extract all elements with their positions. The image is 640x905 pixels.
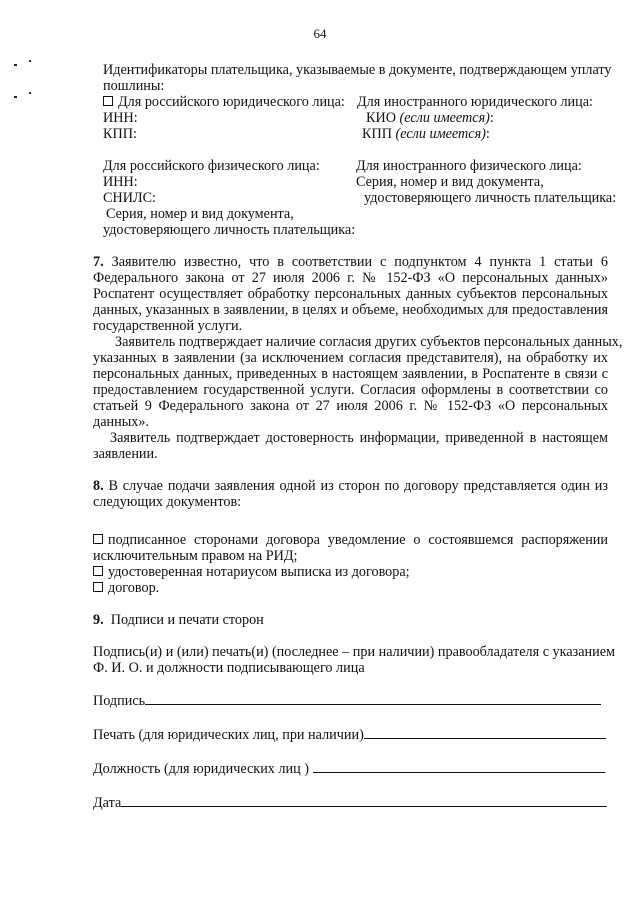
- inn-label: ИНН:: [103, 110, 138, 126]
- signature-line[interactable]: [145, 692, 601, 705]
- person-foreign-doc-line-1: Серия, номер и вид документа,: [356, 174, 544, 190]
- section8-option-3: договор.: [93, 580, 159, 596]
- snils-label: СНИЛС:: [103, 190, 156, 206]
- position-label: Должность (для юридических лиц ): [93, 761, 309, 777]
- person-ru-doc-line-2: удостоверяющего личность плательщика:: [103, 222, 356, 238]
- kio-field: КИО (если имеется):: [366, 110, 494, 126]
- section7-number: 7.: [93, 254, 104, 270]
- consent-line-2: указанных в заявлении (за исключением согласия представителя), на обработку их: [93, 350, 608, 366]
- consent-line-4: предоставлением государственной услуги. Согласия оформлены в соответствии со: [93, 382, 608, 398]
- checkbox-icon: [103, 96, 113, 106]
- legal-ru-label: Для российского юридического лица:: [118, 94, 345, 110]
- kpp2-field: КПП (если имеется):: [362, 126, 490, 142]
- checkbox-icon: [93, 534, 103, 544]
- kpp2-note: (если имеется): [395, 126, 486, 142]
- section7-line-3: Роспатент осуществляет обработку персональных данных субъектов персональных: [93, 286, 608, 302]
- legal-ru-option: [103, 94, 345, 110]
- section9-title: 9. Подписи и печати сторон: [93, 612, 264, 628]
- section7-line-4: данных, указанных в заявлении, в целях и объеме, необходимых для предоставления: [93, 302, 608, 318]
- section9-number: 9.: [93, 612, 104, 628]
- page-number: 64: [313, 26, 327, 41]
- section7-line-2: Федерального закона от 27 июля 2006 г. № 152-ФЗ «О персональных данных»: [93, 270, 608, 286]
- section8-option-1: подписанное сторонами договора уведомление о состоявшемся распоряжении: [93, 532, 608, 548]
- scan-mark: [14, 96, 17, 98]
- section7-line-1: 7. Заявителю известно, что в соответствии с подпунктом 4 пункта 1 статьи 6: [93, 254, 609, 270]
- section8-number: 8.: [93, 478, 104, 494]
- section9-intro-line-2: Ф. И. О. и должности подписывающего лица: [93, 660, 365, 676]
- consent-line-3: персональных данных, приведенных в настоящем заявлении, в Роспатенте в связи с: [93, 366, 608, 382]
- scan-mark: [29, 92, 31, 94]
- consent-line-6: данных».: [93, 414, 149, 430]
- signature-label: Подпись: [93, 693, 146, 709]
- section8-line-1: 8. В случае подачи заявления одной из сторон по договору представляется один из: [93, 478, 609, 494]
- section8-option-2: удостоверенная нотариусом выписка из договора;: [93, 564, 410, 580]
- kio-label: КИО: [366, 110, 396, 126]
- section8-option-1-cont: исключительным правом на РИД;: [93, 548, 298, 564]
- checkbox-icon: [93, 566, 103, 576]
- checkbox-icon: [93, 582, 103, 592]
- position-line[interactable]: [313, 760, 605, 773]
- legal-foreign-label: Для иностранного юридического лица:: [357, 94, 593, 110]
- consent-line-5: статьей 9 Федерального закона от 27 июля 2006 г. № 152-ФЗ «О персональных: [93, 398, 608, 414]
- date-field[interactable]: [93, 794, 607, 811]
- scan-mark: [14, 64, 17, 66]
- person-foreign-label: Для иностранного физического лица:: [356, 158, 582, 174]
- date-label: Дата: [93, 795, 122, 811]
- person-foreign-doc-line-2: удостоверяющего личность плательщика:: [364, 190, 617, 206]
- person-ru-doc-line-1: Серия, номер и вид документа,: [106, 206, 294, 222]
- stamp-line[interactable]: [364, 726, 606, 739]
- accuracy-line-1: Заявитель подтверждает достоверность информации, приведенной в настоящем: [110, 430, 608, 446]
- intro-line-1: Идентификаторы плательщика, указываемые в документе, подтверждающем уплату: [103, 62, 612, 78]
- date-line[interactable]: [121, 794, 607, 807]
- kpp-label: КПП:: [103, 126, 137, 142]
- consent-line-1: Заявитель подтверждает наличие согласия других субъектов персональных данных,: [115, 334, 623, 350]
- accuracy-line-2: заявлении.: [93, 446, 158, 462]
- section8-line-2: следующих документов:: [93, 494, 242, 510]
- signature-field[interactable]: [93, 692, 601, 709]
- section9-intro-line-1: Подпись(и) и (или) печать(и) (последнее – при наличии) правообладателя с указанием: [93, 644, 615, 660]
- stamp-label: Печать (для юридических лиц, при наличии): [93, 727, 364, 743]
- intro-line-2: пошлины:: [103, 78, 165, 94]
- position-field[interactable]: [93, 760, 605, 777]
- stamp-field[interactable]: [93, 726, 606, 743]
- kio-note: (если имеется): [399, 110, 490, 126]
- scan-mark: [29, 60, 31, 62]
- kpp2-label: КПП: [362, 126, 392, 142]
- section7-line-5: государственной услуги.: [93, 318, 243, 334]
- person-ru-label: Для российского физического лица:: [103, 158, 320, 174]
- inn2-label: ИНН:: [103, 174, 138, 190]
